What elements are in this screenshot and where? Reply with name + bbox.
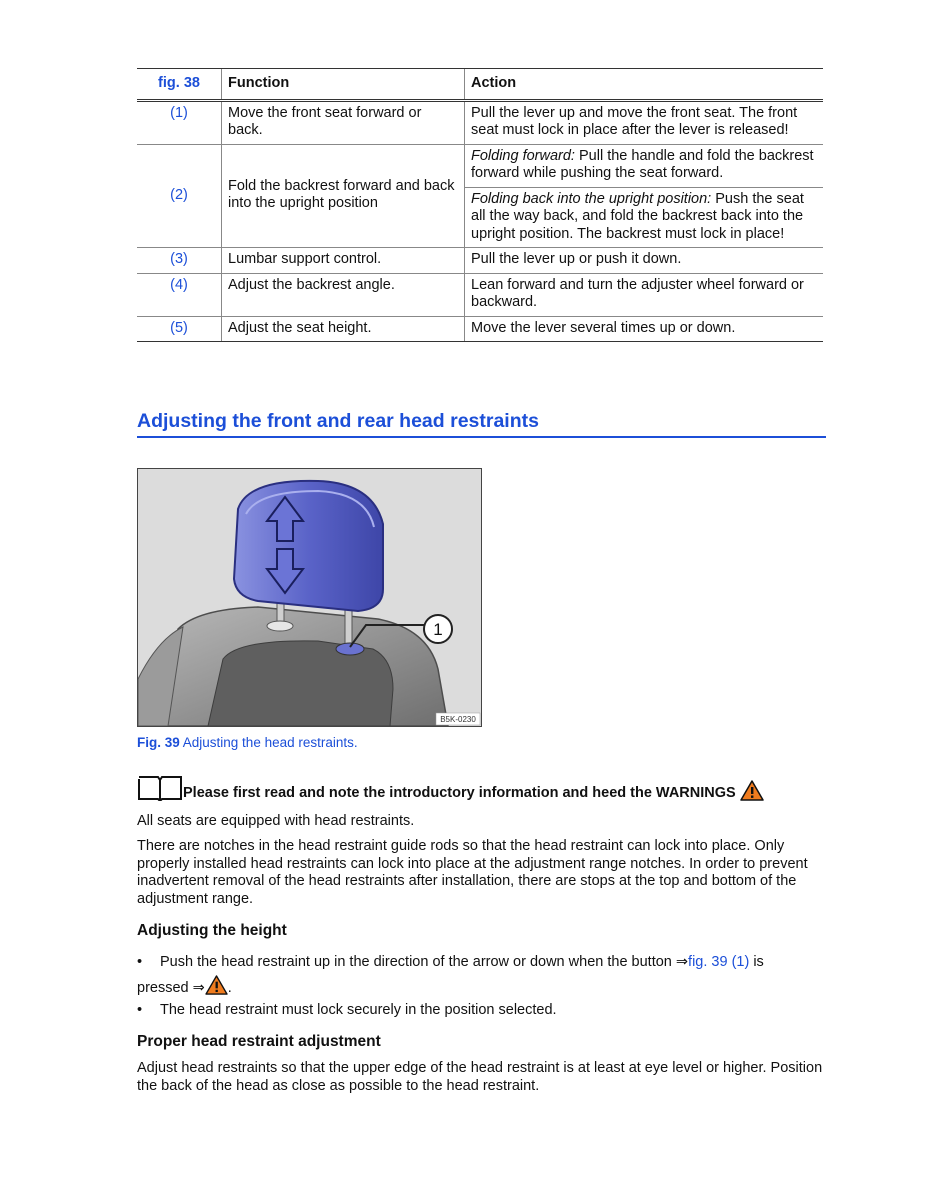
row-function: Fold the backrest forward and back into the upright position	[222, 144, 465, 248]
row-action: Pull the lever up or push it down.	[465, 248, 824, 274]
list-item	[137, 954, 827, 972]
list-item-continuation	[137, 975, 827, 998]
paragraph-notches: There are notches in the head restraint guide rods so that the head restraint can lock into place. Only properly installed head restraints can lock into place at the adjustment range notches. In order to prevent inadvertent removal of the head restraints after installation, there are stops at the top and bottom of the adjustment range.	[137, 838, 808, 907]
row-number[interactable]: (5)	[137, 316, 222, 342]
head-restraint-figure	[137, 468, 482, 727]
row-function: Adjust the seat height.	[222, 316, 465, 342]
bullet-text	[137, 954, 827, 972]
row-action	[465, 144, 824, 248]
row-number[interactable]: (4)	[137, 273, 222, 316]
table-row	[137, 144, 823, 248]
bullet-text-start: Push the head restraint up in the direction of the arrow or down when the button	[160, 954, 676, 970]
notice-text: Please first read and note the introductory information and heed the WARNINGS	[183, 785, 736, 801]
paragraph-seats: All seats are equipped with head restraints.	[137, 813, 415, 829]
row-action: Move the lever several times up or down.	[465, 316, 824, 342]
list-item	[137, 1002, 827, 1020]
row-function: Adjust the backrest angle.	[222, 273, 465, 316]
bullet-line2-text: pressed ⇒	[137, 980, 205, 996]
row-action: Lean forward and turn the adjuster wheel forward or backward.	[465, 273, 824, 316]
figure-caption	[137, 735, 358, 750]
action-label: Folding forward:	[471, 147, 575, 164]
warning-icon[interactable]	[740, 780, 764, 801]
action-label: Folding back into the upright position:	[471, 190, 712, 207]
header-function: Function	[222, 69, 465, 101]
row-number[interactable]: (2)	[137, 144, 222, 248]
section-title: Adjusting the front and rear head restraints	[137, 410, 826, 438]
row-number[interactable]: (3)	[137, 248, 222, 274]
warning-icon[interactable]	[205, 975, 228, 995]
link-arrow: ⇒	[675, 954, 689, 970]
warnings-notice	[137, 774, 764, 801]
bullet-marker: •	[137, 1002, 143, 1018]
header-fig[interactable]: fig. 38	[137, 69, 222, 101]
bullet-text-end: is	[749, 954, 764, 970]
fig39-link[interactable]: fig. 39 (1)	[688, 954, 750, 970]
row-number[interactable]: (1)	[137, 100, 222, 144]
action-text: Pull the handle and fold the backrest forward while pushing the seat forward.	[471, 147, 814, 181]
action-folding-forward	[465, 145, 823, 188]
action-text: Push the seat all the way back, and fold the backrest back into the upright position. The backrest must lock in place!	[471, 190, 804, 242]
seat-controls-table	[137, 68, 823, 342]
table-header-row	[137, 69, 823, 101]
table-row	[137, 100, 823, 144]
table-row	[137, 273, 823, 316]
book-icon	[137, 774, 183, 801]
paragraph-proper-adjustment: Adjust head restraints so that the upper edge of the head restraint is at least at eye level or higher. Position the back of the head as close as possible to the head restraint.	[137, 1060, 823, 1094]
row-action: Pull the lever up and move the front seat. The front seat must lock in place after the lever is released!	[465, 100, 824, 144]
header-action: Action	[465, 69, 824, 101]
head-restraint-illustration	[138, 469, 481, 726]
action-folding-back	[465, 188, 823, 248]
row-function: Lumbar support control.	[222, 248, 465, 274]
callout-1-label: 1	[433, 620, 443, 639]
bullet-text: The head restraint must lock securely in the position selected.	[160, 1002, 557, 1018]
table-row	[137, 248, 823, 274]
bullet-marker: •	[137, 954, 143, 970]
figure-code: B5K-0230	[440, 715, 476, 724]
row-function: Move the front seat forward or back.	[222, 100, 465, 144]
figure-caption-text: Adjusting the head restraints.	[179, 735, 358, 750]
subheading-adjusting-height: Adjusting the height	[137, 922, 287, 939]
figure-caption-label: Fig. 39	[137, 735, 180, 750]
subheading-proper-adjustment: Proper head restraint adjustment	[137, 1033, 381, 1050]
table-row	[137, 316, 823, 342]
bullet-period: .	[227, 980, 232, 996]
